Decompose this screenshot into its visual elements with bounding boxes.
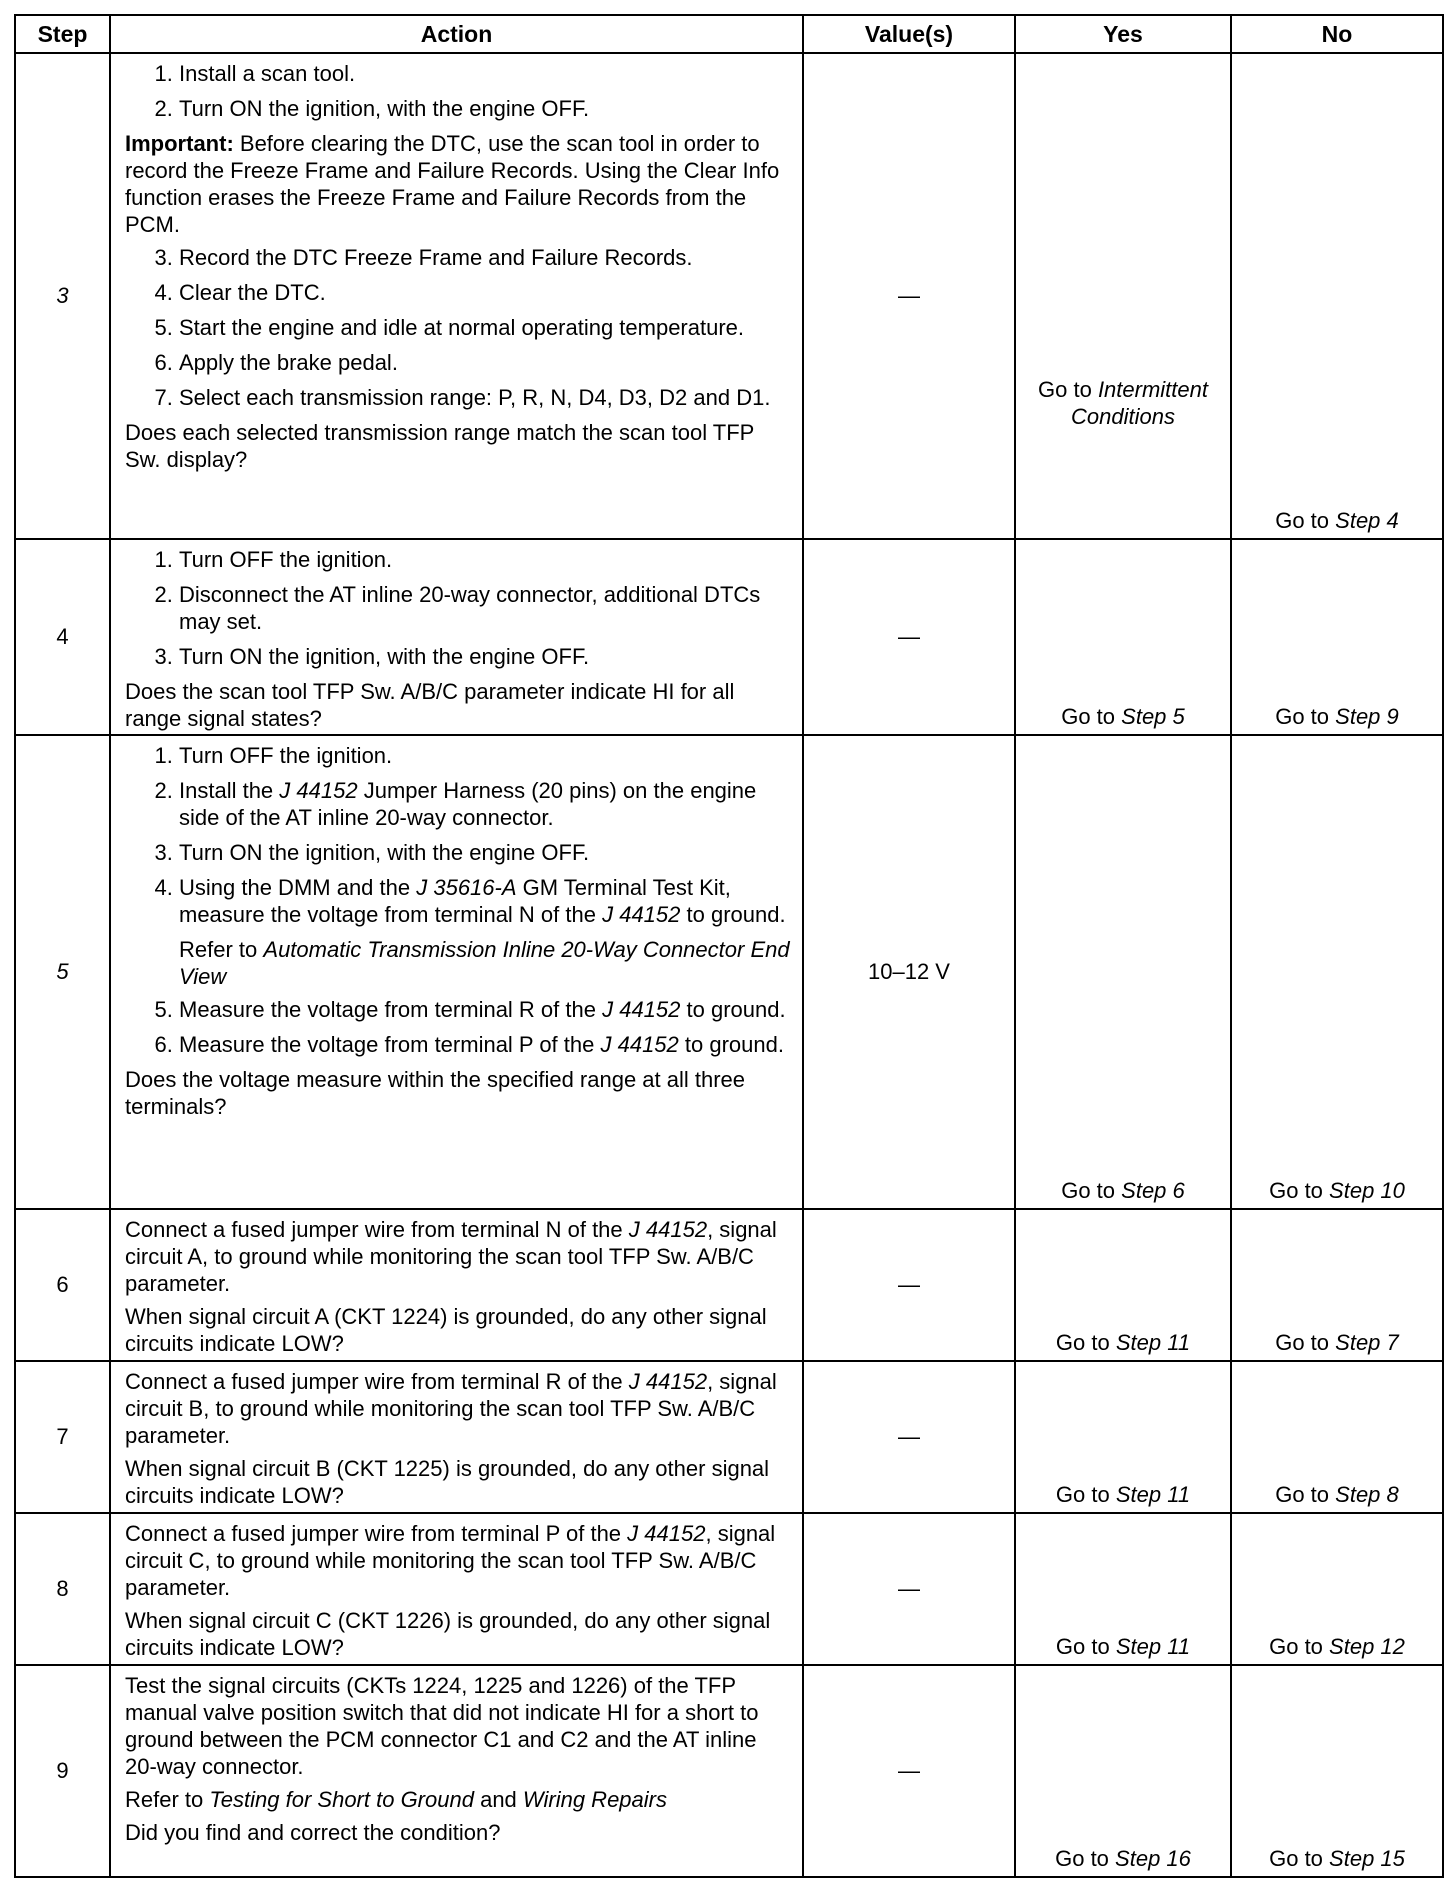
goto-link[interactable]: Step 5 bbox=[1121, 704, 1185, 729]
goto-link[interactable]: Intermittent Conditions bbox=[1071, 377, 1208, 429]
step-no bbox=[1231, 1209, 1443, 1361]
goto-prefix: Go to bbox=[1275, 704, 1330, 729]
refer-note: Refer to Testing for Short to Ground and Wiring Repairs bbox=[125, 1787, 667, 1812]
refer-note: Refer to Automatic Transmission Inline 20-Way Connector End View bbox=[179, 937, 790, 989]
step-text: Connect a fused jumper wire from terminal P of the J 44152, signal circuit C, to ground while monitoring the scan tool TFP Sw. A/B/C parameter. bbox=[125, 1521, 776, 1600]
step-action bbox=[110, 53, 803, 539]
goto-prefix: Go to bbox=[1275, 1330, 1330, 1355]
step-no bbox=[1231, 1513, 1443, 1665]
step-action bbox=[110, 1513, 803, 1665]
table-row bbox=[15, 1209, 1443, 1361]
step-value: — bbox=[803, 1665, 1015, 1877]
tool-ref: J 44152 bbox=[628, 1369, 708, 1394]
step-number: 6 bbox=[15, 1209, 110, 1361]
step-yes bbox=[1015, 539, 1231, 735]
header-action: Action bbox=[110, 15, 803, 53]
table-row bbox=[15, 1361, 1443, 1513]
step-number: 8 bbox=[15, 1513, 110, 1665]
list-item: 2. Install the J 44152 Jumper Harness (20 pins) on the engine side of the AT inline 20-way connector. bbox=[179, 777, 792, 831]
list-item: 3. Record the DTC Freeze Frame and Failure Records. bbox=[179, 244, 792, 271]
goto-link[interactable]: Step 11 bbox=[1115, 1634, 1191, 1659]
step-value: 10–12 V bbox=[803, 735, 1015, 1209]
important-note bbox=[125, 130, 792, 238]
step-yes bbox=[1015, 1665, 1231, 1877]
step-value: — bbox=[803, 1209, 1015, 1361]
list-item: 5. Measure the voltage from terminal R of the J 44152 to ground. bbox=[179, 996, 792, 1023]
step-action bbox=[110, 1209, 803, 1361]
step-yes bbox=[1015, 53, 1231, 539]
step-question: Does the voltage measure within the specified range at all three terminals? bbox=[125, 1067, 746, 1119]
goto-link[interactable]: Step 10 bbox=[1329, 1178, 1405, 1203]
diagnostic-table bbox=[14, 14, 1444, 1878]
header-yes: Yes bbox=[1015, 15, 1231, 53]
action-list bbox=[125, 742, 792, 928]
important-text: Before clearing the DTC, use the scan tool in order to record the Freeze Frame and Failure Records. Using the Clear Info function erases the Freeze Frame and Failure Records from the PCM. bbox=[125, 131, 780, 237]
goto-prefix: Go to bbox=[1055, 1846, 1109, 1871]
step-number: 7 bbox=[15, 1361, 110, 1513]
step-value: — bbox=[803, 1513, 1015, 1665]
action-list bbox=[125, 60, 792, 122]
table-row bbox=[15, 1513, 1443, 1665]
list-item: 3. Turn ON the ignition, with the engine OFF. bbox=[179, 839, 792, 866]
step-question: Did you find and correct the condition? bbox=[125, 1820, 501, 1845]
step-question: Does each selected transmission range match the scan tool TFP Sw. display? bbox=[125, 420, 754, 472]
step-text: Connect a fused jumper wire from terminal N of the J 44152, signal circuit A, to ground while monitoring the scan tool TFP Sw. A/B/C parameter. bbox=[125, 1217, 777, 1296]
step-question: Does the scan tool TFP Sw. A/B/C parameter indicate HI for all range signal states? bbox=[125, 679, 735, 731]
goto-link[interactable]: Step 11 bbox=[1115, 1482, 1191, 1507]
list-item: 1. Turn OFF the ignition. bbox=[179, 546, 792, 573]
table-row bbox=[15, 1665, 1443, 1877]
header-value: Value(s) bbox=[803, 15, 1015, 53]
goto-prefix: Go to bbox=[1269, 1634, 1323, 1659]
step-text: Connect a fused jumper wire from terminal R of the J 44152, signal circuit B, to ground while monitoring the scan tool TFP Sw. A/B/C parameter. bbox=[125, 1369, 777, 1448]
header-step: Step bbox=[15, 15, 110, 53]
step-action bbox=[110, 539, 803, 735]
goto-link[interactable]: Step 7 bbox=[1335, 1330, 1399, 1355]
step-no bbox=[1231, 1665, 1443, 1877]
tool-ref: J 44152 bbox=[600, 1032, 679, 1057]
step-number: 5 bbox=[15, 735, 110, 1209]
step-no bbox=[1231, 53, 1443, 539]
step-no bbox=[1231, 1361, 1443, 1513]
doc-link[interactable]: Wiring Repairs bbox=[522, 1787, 667, 1812]
list-item: 1. Install a scan tool. bbox=[179, 60, 792, 87]
action-list bbox=[125, 996, 792, 1058]
step-yes bbox=[1015, 1209, 1231, 1361]
tool-ref: J 44152 bbox=[279, 778, 358, 803]
goto-link[interactable]: Step 12 bbox=[1329, 1634, 1405, 1659]
step-no bbox=[1231, 539, 1443, 735]
tool-ref: J 44152 bbox=[627, 1521, 706, 1546]
tool-ref: J 35616-A bbox=[416, 875, 517, 900]
step-number: 9 bbox=[15, 1665, 110, 1877]
step-question: When signal circuit A (CKT 1224) is grounded, do any other signal circuits indicate LOW? bbox=[125, 1304, 767, 1356]
list-item: 3. Turn ON the ignition, with the engine OFF. bbox=[179, 643, 792, 670]
goto-prefix: Go to bbox=[1269, 1178, 1323, 1203]
tool-ref: J 44152 bbox=[602, 997, 681, 1022]
list-item: 6. Apply the brake pedal. bbox=[179, 349, 792, 376]
goto-prefix: Go to bbox=[1055, 1634, 1110, 1659]
step-number: 3 bbox=[15, 53, 110, 539]
step-question: When signal circuit C (CKT 1226) is grounded, do any other signal circuits indicate LOW? bbox=[125, 1608, 771, 1660]
table-row bbox=[15, 53, 1443, 539]
goto-link[interactable]: Step 15 bbox=[1329, 1846, 1405, 1871]
goto-prefix: Go to bbox=[1061, 1178, 1116, 1203]
list-item: 2. Disconnect the AT inline 20-way connector, additional DTCs may set. bbox=[179, 581, 792, 635]
step-value: — bbox=[803, 53, 1015, 539]
action-list bbox=[125, 244, 792, 411]
table-row bbox=[15, 735, 1443, 1209]
goto-link[interactable]: Step 16 bbox=[1115, 1846, 1191, 1871]
step-yes bbox=[1015, 1361, 1231, 1513]
step-yes bbox=[1015, 1513, 1231, 1665]
list-item: 4. Using the DMM and the J 35616-A GM Terminal Test Kit, measure the voltage from terminal N of the J 44152 to ground. bbox=[179, 874, 792, 928]
goto-prefix: Go to bbox=[1055, 1482, 1110, 1507]
tool-ref: J 44152 bbox=[628, 1217, 708, 1242]
goto-link[interactable]: Step 4 bbox=[1335, 508, 1399, 533]
action-list bbox=[125, 546, 792, 670]
step-text: Test the signal circuits (CKTs 1224, 1225 and 1226) of the TFP manual valve position switch that did not indicate HI for a short to ground between the PCM connector C1 and C2 and the AT inline 20-way connector. bbox=[125, 1673, 759, 1779]
goto-prefix: Go to bbox=[1275, 508, 1330, 533]
step-value: — bbox=[803, 539, 1015, 735]
list-item: 4. Clear the DTC. bbox=[179, 279, 792, 306]
doc-link[interactable]: Automatic Transmission Inline 20-Way Connector End View bbox=[179, 937, 790, 989]
important-label: Important: bbox=[125, 131, 234, 156]
goto-link[interactable]: Step 9 bbox=[1335, 704, 1399, 729]
step-no bbox=[1231, 735, 1443, 1209]
doc-link[interactable]: Testing for Short to Ground bbox=[209, 1787, 474, 1812]
step-action bbox=[110, 1665, 803, 1877]
list-item: 1. Turn OFF the ignition. bbox=[179, 742, 792, 769]
goto-prefix: Go to bbox=[1269, 1846, 1323, 1871]
goto-prefix: Go to bbox=[1061, 704, 1116, 729]
step-question: When signal circuit B (CKT 1225) is grounded, do any other signal circuits indicate LOW? bbox=[125, 1456, 770, 1508]
goto-link[interactable]: Step 8 bbox=[1335, 1482, 1399, 1507]
goto-prefix: Go to bbox=[1275, 1482, 1330, 1507]
goto-link[interactable]: Step 11 bbox=[1115, 1330, 1191, 1355]
step-action bbox=[110, 1361, 803, 1513]
list-item: 7. Select each transmission range: P, R, N, D4, D3, D2 and D1. bbox=[179, 384, 792, 411]
header-no: No bbox=[1231, 15, 1443, 53]
goto-link[interactable]: Step 6 bbox=[1121, 1178, 1185, 1203]
goto-prefix: Go to bbox=[1055, 1330, 1110, 1355]
tool-ref: J 44152 bbox=[602, 902, 681, 927]
list-item: 6. Measure the voltage from terminal P of the J 44152 to ground. bbox=[179, 1031, 792, 1058]
step-action bbox=[110, 735, 803, 1209]
list-item: 5. Start the engine and idle at normal operating temperature. bbox=[179, 314, 792, 341]
step-number: 4 bbox=[15, 539, 110, 735]
table-row bbox=[15, 539, 1443, 735]
goto-prefix: Go to bbox=[1038, 377, 1092, 402]
step-value: — bbox=[803, 1361, 1015, 1513]
step-yes bbox=[1015, 735, 1231, 1209]
header-row bbox=[15, 15, 1443, 53]
list-item: 2. Turn ON the ignition, with the engine OFF. bbox=[179, 95, 792, 122]
